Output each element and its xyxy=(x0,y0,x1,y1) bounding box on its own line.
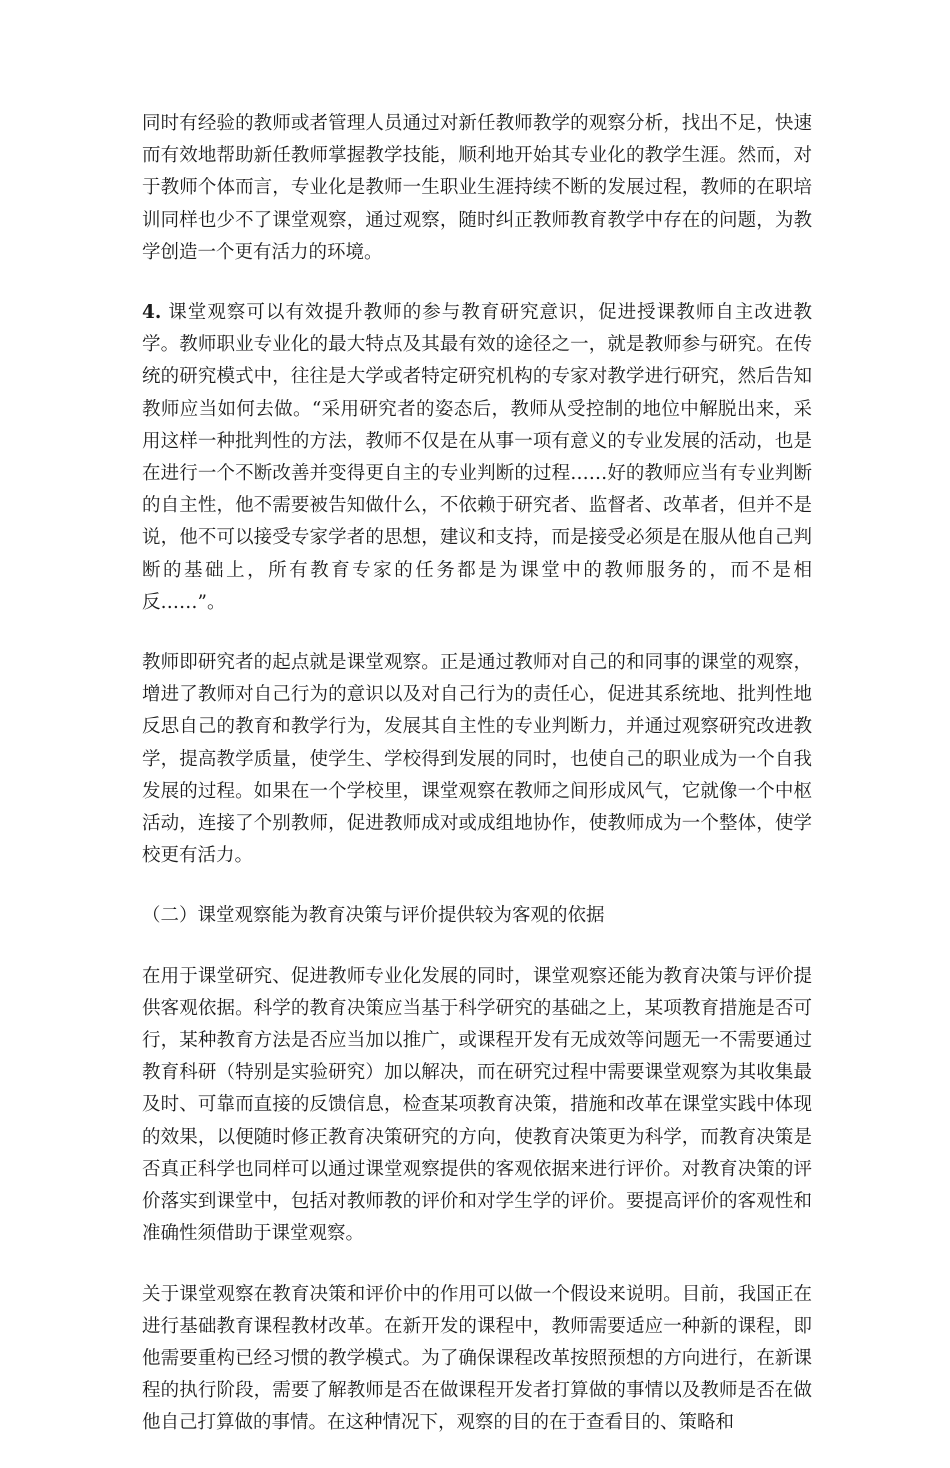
document-page xyxy=(142,108,812,1468)
point-4-text: 课堂观察可以有效提升教师的参与教育研究意识，促进授课教师自主改进教学。教师职业专业化的最大特点及其最有效的途径之一，就是教师参与研究。在传统的研究模式中，往往是大学或者特定研究机构的专家对教学进行研究，然后告知教师应当如何去做。“采用研究者的姿态后，教师从受控制的地位中解脱出来，采用这样一种批判性的方法，教师不仅是在从事一项有意义的专业发展的活动，也是在进行一个不断改善并变得更自主的专业判断的过程……好的教师应当有专业判断的自主性，他不需要被告知做什么，不依赖于研究者、监督者、改革者，但并不是说，他不可以接受专家学者的思想，建议和支持，而是接受必须是在服从他自己判断的基础上，所有教育专家的任务都是为课堂中的教师服务的，而不是相反……”。 xyxy=(142,302,812,613)
paragraph-teacher-training: 同时有经验的教师或者管理人员通过对新任教师教学的观察分析，找出不足，快速而有效地帮助新任教师掌握教学技能，顺利地开始其专业化的教学生涯。然而，对于教师个体而言，专业化是教师一生职业生涯持续不断的发展过程，教师的在职培训同样也少不了课堂观察，通过观察，随时纠正教师教育教学中存在的问题，为教学创造一个更有活力的环境。 xyxy=(142,113,812,263)
paragraph-teacher-as-researcher: 教师即研究者的起点就是课堂观察。正是通过教师对自己的和同事的课堂的观察，增进了教师对自己行为的意识以及对自己行为的责任心，促进其系统地、批判性地反思自己的教育和教学行为，发展其自主性的专业判断力，并通过观察研究改进教学，提高教学质量，使学生、学校得到发展的同时，也使自己的职业成为一个自我发展的过程。如果在一个学校里，课堂观察在教师之间形成风气，它就像一个中枢活动，连接了个别教师，促进教师成对或成组地协作，使教师成为一个整体，使学校更有活力。 xyxy=(142,652,812,867)
paragraph-point-4 xyxy=(142,297,812,619)
paragraph-hypothesis: 关于课堂观察在教育决策和评价中的作用可以做一个假设来说明。目前，我国正在进行基础教育课程教材改革。在新开发的课程中，教师需要适应一种新的课程，即他需要重构已经习惯的教学模式。为了确保课程改革按照预想的方向进行，在新课程的执行阶段，需要了解教师是否在做课程开发者打算做的事情以及教师是否在做他自己打算做的事情。在这种情况下，观察的目的在于查看目的、策略和 xyxy=(142,1283,812,1434)
point-number: 4. xyxy=(142,302,162,324)
section-heading: （二）课堂观察能为教育决策与评价提供较为客观的依据 xyxy=(142,905,605,927)
paragraph-decision-evaluation: 在用于课堂研究、促进教师专业化发展的同时，课堂观察还能为教育决策与评价提供客观依据。科学的教育决策应当基于科学研究的基础之上，某项教育措施是否可行，某种教育方法是否应当加以推广，或课程开发有无成效等问题无一不需要通过教育科研（特别是实验研究）加以解决，而在研究过程中需要课堂观察为其收集最及时、可靠而直接的反馈信息，检查某项教育决策，措施和改革在课堂实践中体现的效果，以便随时修正教育决策研究的方向，使教育决策更为科学，而教育决策是否真正科学也同样可以通过课堂观察提供的客观依据来进行评价。对教育决策的评价落实到课堂中，包括对教师教的评价和对学生学的评价。要提高评价的客观性和准确性须借助于课堂观察。 xyxy=(142,965,812,1245)
